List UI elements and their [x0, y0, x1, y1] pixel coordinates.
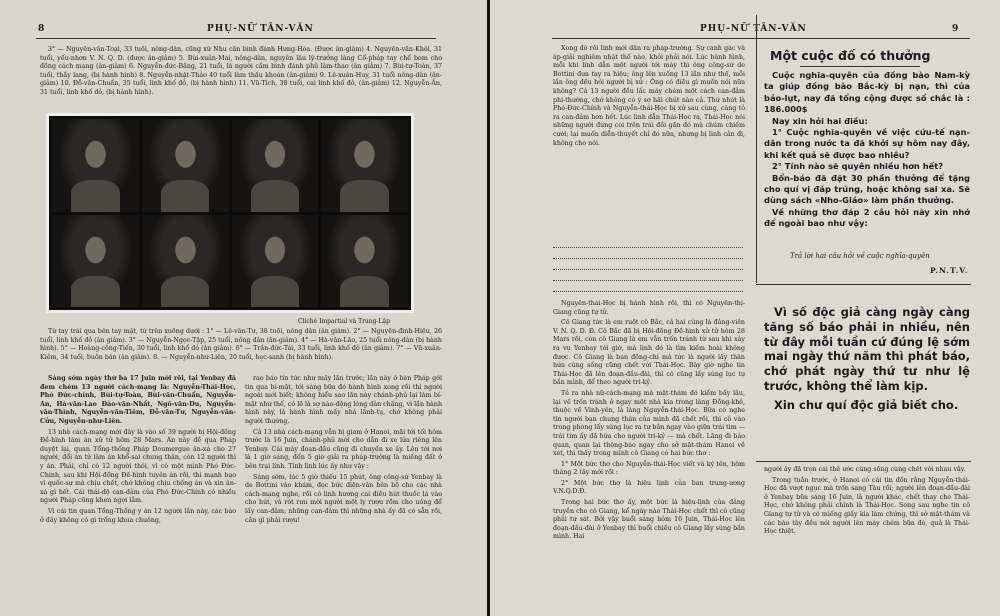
left-col1-paragraph-3: Vì cái tin quan Tổng-Thống y án 12 người lần này, các báo ở đây không có gì trổng khua chuông,	[40, 507, 236, 524]
prisoner-photo-6	[142, 215, 229, 308]
contest-signature: P.N.T.V.	[930, 266, 969, 275]
left-col1-paragraph-2: 13 nhà cách-mạng mới đây là vào số 39 người bị Hội-đồng Đề-hình làm án xử tử hôm 28 Mars. Án này đề qua Pháp duyệt lại, quan Tổng-thống Pháp Doumergue ân-xá cho 27 người, đổi án tử làm án khổ-sai chung thân, còn 12 người thì y án. Phải, chỉ có 12 người thôi, vì có một mình Phó Đức-Chính, sau khi Hội-đồng Đề-hình tuyên án rồi, thì mạnh bạo vì quốc-sự mà chịu chết, chớ không chịu chống án và xin ân-xá gì hết. Cái thái-độ can-đảm của Phó Đức-Chính có nhiều người Pháp cũng khen ngợi lắm.	[40, 428, 236, 505]
prisoner-photo-grid	[46, 113, 414, 313]
notice-paragraph-2: Xin chư quí độc giả biết cho.	[774, 397, 959, 412]
notice-bottom-rule	[756, 461, 971, 462]
letter-item-2: 2° Một bức thơ là hiệu lịnh của ban trung-ương V.N.Q.D.Đ.	[553, 479, 745, 496]
contest-title-rule	[800, 66, 920, 67]
left-header-rule	[36, 38, 436, 39]
right-column-1-top: Xong đó rồi linh mới dẫn ra pháp-trường. Sự canh gác và áp-giải nghiêm nhặt thế nào, khỏi phải nói. Lúc hành hình, mỗi khi linh dẫn một người tới máy thì ông công-sứ de Bottini đưa tay ra hiệu; ông lên xuống 13 lần như thế, mỗi lần ông đều hỏi người bị xử : Ông có điều gì muốn nói nữa không? Cả 13 người đều lắc máy chém một cách can-đảm phi-thường, chớ không có ý sợ hãi chút nào cả. Thứ nhứt là Phó-Đức-Chính và Nguyễn-thái-Học bị xử sau cùng, càng tỏ ra can-đảm hơn hết. Lúc linh dẫn Thái-Học ra, Thái-Học nói những người đứng coi trên trái đồi gần đó mà chúm chiếm cười; lại muốn diễn-thuyết chỉ đó nữa, nhưng bị linh cản đi, không cho nói.	[553, 45, 745, 147]
contest-question-2: 2° Tính nào sẽ quyên nhiều hơn hết?	[772, 161, 944, 172]
contest-bottom-rule	[756, 284, 971, 285]
left-column-1	[40, 375, 236, 607]
left-page	[0, 0, 487, 616]
left-column-2	[245, 375, 442, 607]
left-col2-paragraph-3: Sáng sớm, lúc 5 giờ thiếu 15 phút, ông công-sứ Yenbay là de Bottini vào khám, đọc bức điện-văn bên bộ cho các nhà cách-mạng nghe, rồi có linh hương cai điều hút thuốc lá vào cho hút, và rót rưu mời người một ly rượu rồm cho uống để lấy can-đảm; những can-đảm thì những nhà ấy đã có sẵn rồi, cần gì phải rượu!	[245, 473, 442, 524]
prisoner-photo-4	[321, 119, 408, 212]
blank-line-2	[553, 258, 743, 259]
right-page-number: 9	[952, 24, 960, 34]
giang-paragraph-4: Trong hai bức thơ ấy, một bức là hiệu-lịnh của đảng truyền cho cô Giang, kể ngày nào Thái-Học chết thì cô cũng phải tự sát. Bởi vậy buổi sáng hôm 16 Juin, Thái-Học lên đoạn-đầu-đài ở Yenbay thì buổi chiều cô Giang lấy súng bắn mình. Hai	[553, 499, 745, 541]
prisoner-photo-5	[52, 215, 139, 308]
left-col2-paragraph-1: rao báo tin tức như mấy lần trước; lần này ở bên Pháp gởi tin qua bí-mật, tới sáng bữa đó hành hình xong rồi thì người ngoài mới biết; không hiểu sao lần này chánh-phủ lại làm bí-mật như thế, có lẽ là sợ náo-động lòng dân chăng, vì lần hành hình này, là hành hình mấy nhà lãnh-tụ, chớ không phải người thường.	[245, 375, 442, 425]
prisoner-photo-7	[232, 215, 319, 308]
photo-caption: Từ tay trái qua bên tay mặt, từ trên xuống dưới : 1° — Lê-văn-Tư, 38 tuổi, nông dân (ân giảm). 2° — Nguyễn-đình-Hiệu, 26 tuổi, linh khố đỏ (ân giảm). 3° — Nguyễn-Ngọc-Tập, 25 tuổi, nông dân (ân-giảm). 4° — Hà-văn-Lão, 25 tuổi nông-dân (bị hành hình). 5° — Hoàng-công-Tiến, 30 tuổi, linh khố đỏ (ân giảm). 6° — Trần-đức-Tái, 33 tuổi, linh khố đỏ (ân giảm). 7° — Vũ-xuân-Kiêm, 34 tuổi, buôn bán (ân giảm). 8. — Nguyễn-như-Liên, 20 tuổi, học-sanh (bị hành hình).	[40, 328, 442, 361]
contest-envelope-line: Trả lời hai câu hỏi về cuộc nghĩa-quyên	[790, 252, 930, 260]
col2-bottom-paragraph-1: người ấy đã trọn cái thế ước cùng sống cùng chết với nhau vậy.	[764, 466, 966, 473]
contest-line-1: Cuộc nghĩa-quyên của đồng bào Nam-kỳ ta giúp đồng bào Bắc-kỳ bị nạn, thì của bảo-lụt, nay đã tổng cộng được số chắc là : 186.000$	[764, 70, 970, 115]
prisoner-photo-8	[321, 215, 408, 308]
prisoner-photo-3	[232, 119, 319, 212]
contest-title: Một cuộc đố có thưởng	[770, 48, 931, 63]
left-page-number: 8	[38, 24, 46, 34]
right-column-1-bottom	[553, 300, 745, 608]
contest-question-1: 1° Cuộc nghĩa-quyên về việc cứu-tế nạn-dân trong nước ta đã khởi sự hôm nay đây, khi kết quả sẽ được bao nhiêu?	[764, 127, 970, 160]
giang-paragraph-2: Cô Giang tức là em ruột cô Bắc, cả hai cùng là đảng-viên V. N. Q. D. Đ. Cô Bắc đã bị Hội-đồng Đề-hình xử tử hôm 28 Mars rồi, còn cô Giang là em vẫn trốn tránh từ sau khi xảy ra vụ Yenbay tới giờ, mà linh đó là tìm kiếm hoài không được. Cô Giang là bạn đồng-chí mà tức là người lấy thân hứa cùng sống cũng chết với Thái-Học. Bây giờ nghe tin Thái-Học đã lên đoạn-đầu-đài, thì cô cũng lấy súng lục tự bắn mình, để theo người tri-kỷ.	[553, 319, 745, 387]
photo-credit: Cliché Impartial và Trung-Lập	[298, 318, 390, 325]
right-masthead: PHỤ-NỮ TÂN-VĂN	[700, 24, 807, 34]
letter-item-1: 1° Một bức thơ cho Nguyễn-thái-Học viết và ký tên, hôm tháng 2 tây mới rồi :	[553, 460, 745, 477]
contest-line-2: Nay xin hỏi hai điều:	[772, 115, 868, 126]
left-masthead: PHỤ-NỮ TÂN-VĂN	[207, 24, 314, 34]
notice-paragraph-1: Vì số độc giả càng ngày càng tăng số báo phải in nhiều, nên từ đây mỗi tuần cứ đúng lệ sớm mai ngày thứ năm thì phát báo, chớ phát ngày thứ tư như lệ trước, không thể làm kịp.	[764, 305, 970, 393]
blank-line-3	[553, 269, 743, 270]
contest-line-5: Bổn-báo đã đặt 30 phần thưởng để tặng cho quí vị đáp trúng, hoặc không sai xa. Sẽ dùng sách «Nho-Giáo» làm phần thưởng.	[764, 172, 970, 206]
right-column-2-bottom	[764, 466, 970, 608]
giang-paragraph-3: Tẻ ra nhà nữ-cách-mạng mà mật-thám đó kiếm bấy lâu, lại về trốn tránh ở ngay một nhà kia trong làng Đồng-khê, thuộc về Vinh-yên, là làng Nguyễn-thái-Học. Bữa có nghe tin người bạn chung thân của mình đã chết rồi, thì cô vào trong phòng lấy súng lục ra tự bắn ngay vào giữa trái tim — trái tim ấy đã hứa cho người tri-kỷ — mà chết. Lãng đi báo quan, quan lại thông-báo ngay cho sở mật-thám Hanoi về xét, thì thấy trong mình cô Giang có hai bức thơ :	[553, 389, 745, 458]
contest-body	[764, 70, 970, 250]
contest-line-6: Về những thơ đáp 2 câu hỏi này xin nhớ để ngoài bao như vậy:	[764, 206, 970, 229]
blank-line-4	[553, 280, 743, 281]
prisoner-photo-1	[52, 119, 139, 212]
giang-paragraph-1: Nguyễn-thái-Học bị hành hình rồi, thì cô Nguyễn-thị-Giang cũng tự tử.	[553, 300, 745, 316]
executed-names-paragraph: Sáng sớm ngày thứ ba 17 Juin mới rồi, tại Yenbay đã đem chém 13 người cách-mạng là: Nguyễn-Thái-Học, Phó Đức-chính, Bùi-tự-Toàn, Bùi-văn-Chuẩn, Nguyễn-An, Hà-văn-Lao Đào-văn-Nhất, Ngô-văn-Du, Nguyễn-văn-Thình, Nguyễn-văn-Tiêm, Đỗ-văn-Tư, Nguyễn-văn-Cửu, Nguyễn-như-Liên.	[40, 375, 236, 425]
blank-line-1	[553, 247, 743, 248]
prisoner-photo-2	[142, 119, 229, 212]
subscriber-notice	[764, 305, 970, 455]
blank-line-5	[553, 291, 743, 292]
left-col2-paragraph-2: Cả 13 nhà cách-mạng vẫn bị giam ở Hanoi, mãi tới tối hôm trước là 16 Juin, chánh-phủ mới cho dẫn đi xe lửa riêng lên Yenbay. Cái máy đoạn-đầu cũng đi chuyến xe ấy. Lên tới nơi là 1 giờ sáng, đến 5 giờ giải ra pháp-trường là miếng đất ở bên trại lính. Tính linh lúc ấy như vậy :	[245, 428, 442, 470]
left-names-paragraph: 3° — Nguyễn-văn-Toại, 33 tuổi, nông-dân, cũng xứ Nhu căn bình đánh Hưng-Hóa. (Được ân-giảm) 4. Nguyễn-văn-Khôi, 31 tuổi, yếu-nhơn V. N. Q. D. (được ân-giảm) 5. Bùi-xuân-Mai, nông-dân, nguyên lâu lý-trưởng làng Cổ-pháp tay chế bom cho đồng cách mạng (ân-giảm) 6. Nguyễn-đức-Băng, 21 tuổi, là người cầm binh đánh phủ lâm-thao (ân giảm) 7. Bùi-tự-Toàn, 37 tuổi, thầy lang, (bị hành hình) 8. Nguyễn-nhật-Thảo 40 tuổi làm thầu khoán (ân-giảm) 9. Lê-xuân-Huy, 31 tuổi nông-dân (ân-giảm) 10. Đỗ-văn-Chuẩn, 35 tuổi, linh khố đỏ, (bị hành hình) 11. Vũ-Tích, 38 tuổi, cai linh khố đỏ, (ân-giảm) 12. Nguyễn-Ấn, 31 tuổi, linh khố đỏ, (bị hành hình).	[40, 46, 442, 96]
col2-bottom-paragraph-2: Trong tuần trước, ở Hanoi có cái tin đồn rằng Nguyễn-thái-Học đã vượt ngục mà trốn sang Tàu rồi; người lên đoạn-đầu-đài ở Yenbay bữa sáng 16 Juin, là người khác, chết thay cho Thái-Học, chớ không phải chính là Thái-Học. Song sau nghe tin cô Giang tự tử và có miếng giấy kia làm chứng, thì sở mật-thám và các báo tây đều nói người lên máy chém bữa đó, quả là Thái-Học thiệt.	[764, 476, 970, 536]
